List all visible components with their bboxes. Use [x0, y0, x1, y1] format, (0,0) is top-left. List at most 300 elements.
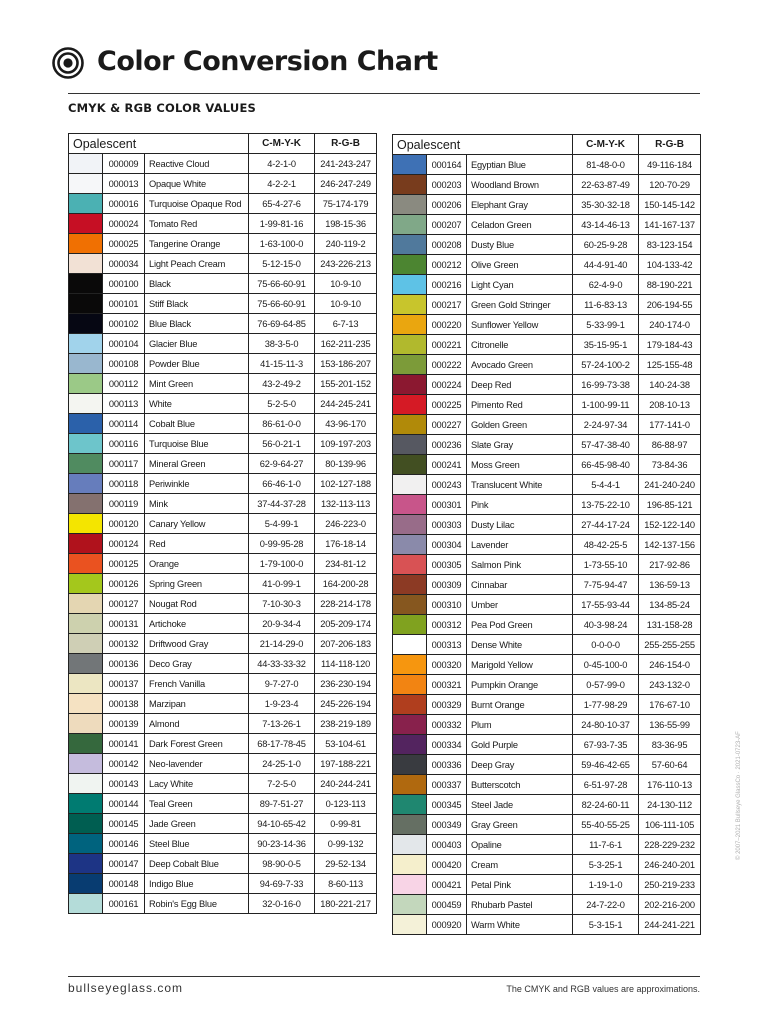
- color-name: Burnt Orange: [467, 695, 573, 715]
- cmyk-value: 1-77-98-29: [573, 695, 639, 715]
- cmyk-value: 38-3-5-0: [249, 334, 315, 354]
- table-row: [393, 675, 701, 695]
- color-name: Sunflower Yellow: [467, 315, 573, 335]
- color-name: Dark Forest Green: [145, 734, 249, 754]
- cmyk-value: 44-4-91-40: [573, 255, 639, 275]
- cmyk-value: 5-4-99-1: [249, 514, 315, 534]
- table-header-row: [393, 135, 701, 155]
- color-code: 000142: [103, 754, 145, 774]
- color-swatch: [393, 355, 427, 375]
- color-name: Tangerine Orange: [145, 234, 249, 254]
- rgb-value: 246-240-201: [639, 855, 701, 875]
- table-row: [393, 775, 701, 795]
- color-name: Light Peach Cream: [145, 254, 249, 274]
- color-name: Pink: [467, 495, 573, 515]
- cmyk-value: 44-33-33-32: [249, 654, 315, 674]
- color-swatch: [69, 374, 103, 394]
- color-swatch: [393, 655, 427, 675]
- color-name: Pea Pod Green: [467, 615, 573, 635]
- color-swatch: [69, 694, 103, 714]
- page-title: Color Conversion Chart: [97, 46, 438, 77]
- table-row: [393, 175, 701, 195]
- color-code: 000241: [427, 455, 467, 475]
- table-row: [393, 575, 701, 595]
- color-name: Powder Blue: [145, 354, 249, 374]
- rgb-value: 240-244-241: [315, 774, 377, 794]
- color-name: Teal Green: [145, 794, 249, 814]
- table-row: [69, 214, 377, 234]
- color-swatch: [69, 394, 103, 414]
- color-swatch: [393, 635, 427, 655]
- color-swatch: [69, 294, 103, 314]
- color-swatch: [393, 435, 427, 455]
- cmyk-value: 98-90-0-5: [249, 854, 315, 874]
- table-row: [393, 835, 701, 855]
- cmyk-value: 7-75-94-47: [573, 575, 639, 595]
- bullseye-logo-icon: [52, 47, 84, 79]
- table-row: [393, 815, 701, 835]
- color-code: 000146: [103, 834, 145, 854]
- color-name: Cobalt Blue: [145, 414, 249, 434]
- color-swatch: [393, 155, 427, 175]
- table-row: [393, 215, 701, 235]
- cmyk-value: 57-24-100-2: [573, 355, 639, 375]
- color-swatch: [393, 175, 427, 195]
- table-row: [393, 495, 701, 515]
- cmyk-value: 75-66-60-91: [249, 274, 315, 294]
- color-code: 000009: [103, 154, 145, 174]
- rgb-value: 86-88-97: [639, 435, 701, 455]
- color-name: Pumpkin Orange: [467, 675, 573, 695]
- cmyk-value: 67-93-7-35: [573, 735, 639, 755]
- table-row: [393, 395, 701, 415]
- color-swatch: [393, 375, 427, 395]
- table-row: [393, 315, 701, 335]
- color-code: 000332: [427, 715, 467, 735]
- rgb-value: 228-214-178: [315, 594, 377, 614]
- rgb-value: 140-24-38: [639, 375, 701, 395]
- color-code: 000143: [103, 774, 145, 794]
- color-swatch: [393, 815, 427, 835]
- color-name: Opaque White: [145, 174, 249, 194]
- color-swatch: [69, 874, 103, 894]
- table-row: [393, 915, 701, 935]
- cmyk-value: 62-9-64-27: [249, 454, 315, 474]
- rgb-value: 125-155-48: [639, 355, 701, 375]
- color-code: 000164: [427, 155, 467, 175]
- color-name: Pimento Red: [467, 395, 573, 415]
- cmyk-value: 86-61-0-0: [249, 414, 315, 434]
- table-row: [393, 195, 701, 215]
- table-row: [69, 794, 377, 814]
- cmyk-value: 55-40-55-25: [573, 815, 639, 835]
- rgb-value: 114-118-120: [315, 654, 377, 674]
- table-row: [69, 734, 377, 754]
- color-swatch: [393, 875, 427, 895]
- color-swatch: [393, 215, 427, 235]
- color-swatch: [393, 475, 427, 495]
- color-code: 000101: [103, 294, 145, 314]
- color-name: Lavender: [467, 535, 573, 555]
- table-row: [393, 355, 701, 375]
- table-row: [393, 375, 701, 395]
- cmyk-value: 0-57-99-0: [573, 675, 639, 695]
- table-row: [69, 574, 377, 594]
- rgb-header: R-G-B: [639, 135, 701, 155]
- table-row: [393, 155, 701, 175]
- color-name: Slate Gray: [467, 435, 573, 455]
- color-name: Petal Pink: [467, 875, 573, 895]
- color-code: 000117: [103, 454, 145, 474]
- color-swatch: [69, 774, 103, 794]
- color-swatch: [69, 654, 103, 674]
- rgb-value: 132-113-113: [315, 494, 377, 514]
- table-row: [393, 295, 701, 315]
- color-code: 000303: [427, 515, 467, 535]
- rgb-value: 241-240-240: [639, 475, 701, 495]
- color-code: 000125: [103, 554, 145, 574]
- table-row: [393, 415, 701, 435]
- color-swatch: [69, 414, 103, 434]
- cmyk-value: 82-24-60-11: [573, 795, 639, 815]
- color-name: Dusty Lilac: [467, 515, 573, 535]
- color-code: 000116: [103, 434, 145, 454]
- rgb-value: 246-223-0: [315, 514, 377, 534]
- color-code: 000131: [103, 614, 145, 634]
- table-row: [393, 555, 701, 575]
- cmyk-value: 94-69-7-33: [249, 874, 315, 894]
- color-code: 000137: [103, 674, 145, 694]
- color-swatch: [393, 855, 427, 875]
- rgb-value: 238-219-189: [315, 714, 377, 734]
- color-swatch: [69, 234, 103, 254]
- rgb-value: 75-174-179: [315, 194, 377, 214]
- cmyk-value: 1-79-100-0: [249, 554, 315, 574]
- color-name: Turquoise Opaque Rod: [145, 194, 249, 214]
- color-code: 000225: [427, 395, 467, 415]
- rgb-value: 24-130-112: [639, 795, 701, 815]
- cmyk-value: 0-0-0-0: [573, 635, 639, 655]
- color-swatch: [69, 354, 103, 374]
- table-row: [393, 515, 701, 535]
- color-code: 000139: [103, 714, 145, 734]
- cmyk-value: 6-51-97-28: [573, 775, 639, 795]
- table-row: [69, 594, 377, 614]
- color-code: 000217: [427, 295, 467, 315]
- cmyk-value: 21-14-29-0: [249, 634, 315, 654]
- color-code: 000224: [427, 375, 467, 395]
- color-name: Mineral Green: [145, 454, 249, 474]
- cmyk-value: 24-25-1-0: [249, 754, 315, 774]
- rgb-value: 202-216-200: [639, 895, 701, 915]
- color-code: 000403: [427, 835, 467, 855]
- color-swatch: [69, 254, 103, 274]
- color-swatch: [69, 674, 103, 694]
- cmyk-value: 5-4-4-1: [573, 475, 639, 495]
- color-name: Deep Cobalt Blue: [145, 854, 249, 874]
- cmyk-value: 5-33-99-1: [573, 315, 639, 335]
- color-swatch: [69, 594, 103, 614]
- table-row: [393, 875, 701, 895]
- color-name: Deep Red: [467, 375, 573, 395]
- color-name: Elephant Gray: [467, 195, 573, 215]
- cmyk-value: 35-15-95-1: [573, 335, 639, 355]
- rgb-value: 243-132-0: [639, 675, 701, 695]
- table-row: [393, 735, 701, 755]
- color-code: 000118: [103, 474, 145, 494]
- color-code: 000345: [427, 795, 467, 815]
- table-row: [393, 655, 701, 675]
- cmyk-value: 0-45-100-0: [573, 655, 639, 675]
- rgb-value: 150-145-142: [639, 195, 701, 215]
- cmyk-value: 60-25-9-28: [573, 235, 639, 255]
- footer-divider: [68, 976, 700, 977]
- rgb-value: 102-127-188: [315, 474, 377, 494]
- color-code: 000334: [427, 735, 467, 755]
- color-code: 000113: [103, 394, 145, 414]
- color-code: 000025: [103, 234, 145, 254]
- rgb-value: 142-137-156: [639, 535, 701, 555]
- color-name: Gray Green: [467, 815, 573, 835]
- cmyk-value: 62-4-9-0: [573, 275, 639, 295]
- cmyk-value: 89-7-51-27: [249, 794, 315, 814]
- rgb-value: 49-116-184: [639, 155, 701, 175]
- color-code: 000310: [427, 595, 467, 615]
- color-code: 000420: [427, 855, 467, 875]
- color-swatch: [393, 335, 427, 355]
- color-code: 000337: [427, 775, 467, 795]
- color-name: Steel Jade: [467, 795, 573, 815]
- color-name: Deep Gray: [467, 755, 573, 775]
- color-name: Dense White: [467, 635, 573, 655]
- color-name: Moss Green: [467, 455, 573, 475]
- rgb-value: 176-110-13: [639, 775, 701, 795]
- color-name: Black: [145, 274, 249, 294]
- color-name: Lacy White: [145, 774, 249, 794]
- color-code: 000243: [427, 475, 467, 495]
- rgb-value: 197-188-221: [315, 754, 377, 774]
- color-swatch: [393, 275, 427, 295]
- rgb-value: 207-206-183: [315, 634, 377, 654]
- cmyk-value: 11-7-6-1: [573, 835, 639, 855]
- color-swatch: [393, 895, 427, 915]
- color-swatch: [69, 314, 103, 334]
- table-row: [69, 354, 377, 374]
- color-code: 000206: [427, 195, 467, 215]
- rgb-value: 0-99-81: [315, 814, 377, 834]
- table-row: [393, 855, 701, 875]
- color-code: 000126: [103, 574, 145, 594]
- rgb-value: 206-194-55: [639, 295, 701, 315]
- cmyk-value: 27-44-17-24: [573, 515, 639, 535]
- color-swatch: [69, 494, 103, 514]
- color-swatch: [69, 534, 103, 554]
- color-name: Mint Green: [145, 374, 249, 394]
- color-name: Almond: [145, 714, 249, 734]
- cmyk-value: 56-0-21-1: [249, 434, 315, 454]
- color-code: 000208: [427, 235, 467, 255]
- table-row: [69, 614, 377, 634]
- color-name: Citronelle: [467, 335, 573, 355]
- cmyk-value: 66-46-1-0: [249, 474, 315, 494]
- color-code: 000312: [427, 615, 467, 635]
- cmyk-value: 48-42-25-5: [573, 535, 639, 555]
- rgb-value: 43-96-170: [315, 414, 377, 434]
- cmyk-header: C-M-Y-K: [573, 135, 639, 155]
- color-swatch: [393, 295, 427, 315]
- color-swatch: [69, 834, 103, 854]
- cmyk-value: 13-75-22-10: [573, 495, 639, 515]
- color-name: Translucent White: [467, 475, 573, 495]
- table-row: [69, 554, 377, 574]
- color-code: 000329: [427, 695, 467, 715]
- color-swatch: [69, 154, 103, 174]
- rgb-value: 162-211-235: [315, 334, 377, 354]
- color-name: White: [145, 394, 249, 414]
- color-name: Periwinkle: [145, 474, 249, 494]
- cmyk-value: 76-69-64-85: [249, 314, 315, 334]
- table-row: [69, 394, 377, 414]
- rgb-value: 179-184-43: [639, 335, 701, 355]
- table-row: [393, 535, 701, 555]
- cmyk-value: 24-7-22-0: [573, 895, 639, 915]
- color-code: 000114: [103, 414, 145, 434]
- color-table-left: [68, 133, 377, 914]
- cmyk-value: 65-4-27-6: [249, 194, 315, 214]
- cmyk-value: 1-100-99-11: [573, 395, 639, 415]
- color-swatch: [69, 174, 103, 194]
- color-code: 000236: [427, 435, 467, 455]
- color-code: 000104: [103, 334, 145, 354]
- rgb-value: 177-141-0: [639, 415, 701, 435]
- rgb-value: 236-230-194: [315, 674, 377, 694]
- rgb-value: 6-7-13: [315, 314, 377, 334]
- color-name: Blue Black: [145, 314, 249, 334]
- rgb-value: 153-186-207: [315, 354, 377, 374]
- cmyk-value: 1-99-81-16: [249, 214, 315, 234]
- color-swatch: [393, 595, 427, 615]
- color-code: 000136: [103, 654, 145, 674]
- rgb-header: R-G-B: [315, 134, 377, 154]
- color-swatch: [393, 455, 427, 475]
- cmyk-value: 75-66-60-91: [249, 294, 315, 314]
- table-row: [69, 274, 377, 294]
- color-swatch: [69, 734, 103, 754]
- table-row: [69, 314, 377, 334]
- color-swatch: [393, 775, 427, 795]
- cmyk-value: 1-19-1-0: [573, 875, 639, 895]
- rgb-value: 208-10-13: [639, 395, 701, 415]
- color-swatch: [393, 195, 427, 215]
- color-code: 000305: [427, 555, 467, 575]
- color-code: 000216: [427, 275, 467, 295]
- rgb-value: 176-67-10: [639, 695, 701, 715]
- color-swatch: [69, 474, 103, 494]
- color-name: Mink: [145, 494, 249, 514]
- table-row: [393, 635, 701, 655]
- color-swatch: [69, 574, 103, 594]
- color-name: Orange: [145, 554, 249, 574]
- color-swatch: [393, 915, 427, 935]
- rgb-value: 228-229-232: [639, 835, 701, 855]
- table-row: [393, 695, 701, 715]
- color-code: 000132: [103, 634, 145, 654]
- rgb-value: 250-219-233: [639, 875, 701, 895]
- color-code: 000120: [103, 514, 145, 534]
- cmyk-value: 66-45-98-40: [573, 455, 639, 475]
- color-code: 000138: [103, 694, 145, 714]
- rgb-value: 141-167-137: [639, 215, 701, 235]
- color-code: 000320: [427, 655, 467, 675]
- rgb-value: 109-197-203: [315, 434, 377, 454]
- color-name: Driftwood Gray: [145, 634, 249, 654]
- table-row: [69, 834, 377, 854]
- color-code: 000112: [103, 374, 145, 394]
- table-row: [69, 234, 377, 254]
- color-name: Stiff Black: [145, 294, 249, 314]
- color-swatch: [393, 235, 427, 255]
- rgb-value: 120-70-29: [639, 175, 701, 195]
- table-row: [69, 414, 377, 434]
- color-swatch: [393, 615, 427, 635]
- color-swatch: [69, 754, 103, 774]
- color-name: Warm White: [467, 915, 573, 935]
- table-row: [393, 595, 701, 615]
- rgb-value: 53-104-61: [315, 734, 377, 754]
- rgb-value: 245-226-194: [315, 694, 377, 714]
- cmyk-value: 43-14-46-13: [573, 215, 639, 235]
- rgb-value: 240-174-0: [639, 315, 701, 335]
- rgb-value: 217-92-86: [639, 555, 701, 575]
- color-name: French Vanilla: [145, 674, 249, 694]
- color-name: Gold Purple: [467, 735, 573, 755]
- cmyk-value: 2-24-97-34: [573, 415, 639, 435]
- rgb-value: 196-85-121: [639, 495, 701, 515]
- color-name: Plum: [467, 715, 573, 735]
- rgb-value: 244-241-221: [639, 915, 701, 935]
- cmyk-value: 5-3-15-1: [573, 915, 639, 935]
- cmyk-value: 81-48-0-0: [573, 155, 639, 175]
- cmyk-value: 32-0-16-0: [249, 894, 315, 914]
- rgb-value: 205-209-174: [315, 614, 377, 634]
- color-code: 000108: [103, 354, 145, 374]
- table-row: [69, 514, 377, 534]
- color-name: Olive Green: [467, 255, 573, 275]
- color-swatch: [393, 495, 427, 515]
- color-name: Red: [145, 534, 249, 554]
- color-name: Marzipan: [145, 694, 249, 714]
- color-swatch: [393, 575, 427, 595]
- rgb-value: 164-200-28: [315, 574, 377, 594]
- color-name: Jade Green: [145, 814, 249, 834]
- table-header-row: [69, 134, 377, 154]
- color-swatch: [393, 515, 427, 535]
- rgb-value: 57-60-64: [639, 755, 701, 775]
- color-code: 000304: [427, 535, 467, 555]
- color-name: Marigold Yellow: [467, 655, 573, 675]
- color-swatch: [393, 535, 427, 555]
- rgb-value: 136-59-13: [639, 575, 701, 595]
- color-code: 000301: [427, 495, 467, 515]
- color-swatch: [393, 415, 427, 435]
- color-code: 000459: [427, 895, 467, 915]
- color-code: 000221: [427, 335, 467, 355]
- color-code: 000421: [427, 875, 467, 895]
- brand-header: Opalescent: [393, 135, 573, 155]
- color-code: 000127: [103, 594, 145, 614]
- color-swatch: [393, 695, 427, 715]
- cmyk-value: 43-2-49-2: [249, 374, 315, 394]
